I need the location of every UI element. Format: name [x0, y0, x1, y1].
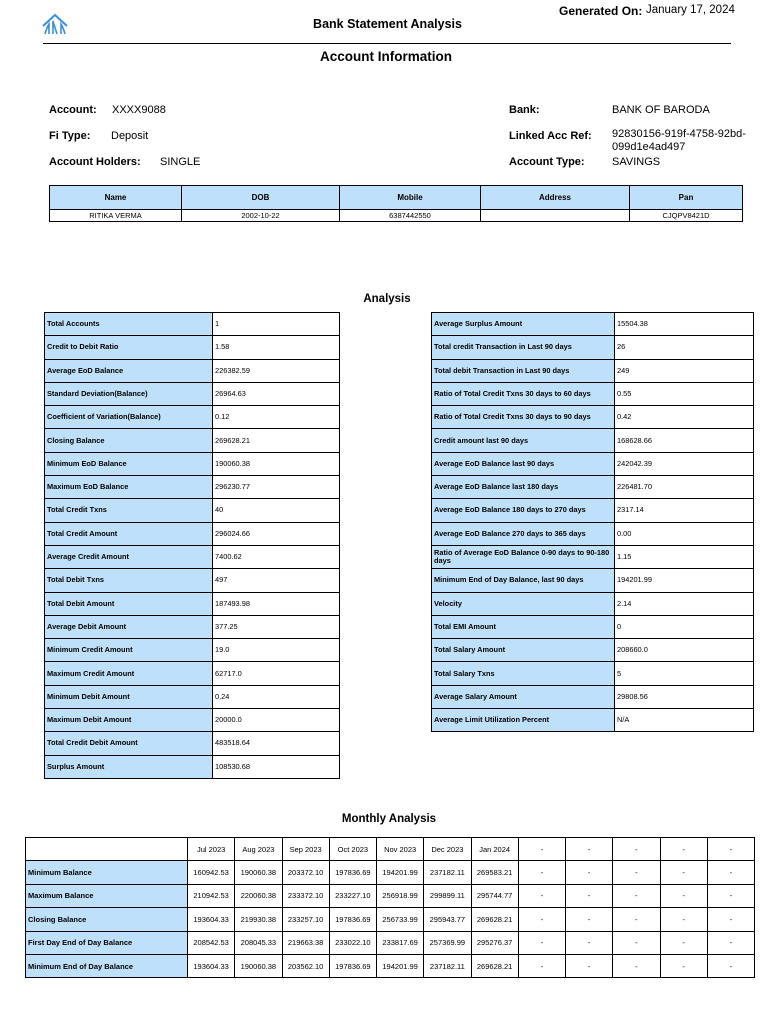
- account-holders-table: [49, 185, 743, 222]
- account-value: XXXX9088: [112, 104, 166, 116]
- metric-label: Ratio of Average EoD Balance 0-90 days to 90-180 days: [432, 545, 615, 568]
- account-holders-value: SINGLE: [160, 156, 201, 168]
- monthly-value: -: [707, 931, 754, 954]
- metric-value: N/A: [615, 709, 754, 732]
- monthly-value: -: [613, 954, 660, 977]
- monthly-value: -: [707, 861, 754, 884]
- account-type-value: SAVINGS: [612, 156, 661, 168]
- monthly-value: -: [518, 884, 565, 907]
- metric-label: Total EMI Amount: [432, 615, 615, 638]
- monthly-value: 233257.10: [282, 908, 329, 931]
- holder-name: RITIKA VERMA: [50, 210, 182, 222]
- monthly-value: 269628.21: [471, 954, 518, 977]
- linked-acc-ref-line-1: 92830156-919f-4758-92bd-: [612, 128, 746, 140]
- analysis-row: [45, 545, 340, 568]
- monthly-value: -: [518, 931, 565, 954]
- metric-value: 62717.0: [213, 662, 340, 685]
- metric-value: 249: [615, 359, 754, 382]
- page-title: Bank Statement Analysis: [313, 17, 462, 31]
- analysis-row: [432, 545, 754, 568]
- month-header: Dec 2023: [424, 838, 471, 861]
- analysis-row: [45, 499, 340, 522]
- metric-value: 0: [615, 615, 754, 638]
- monthly-value: 197836.69: [329, 861, 376, 884]
- metric-value: 377.25: [213, 615, 340, 638]
- analysis-row: [432, 662, 754, 685]
- linked-acc-ref-line-2: 099d1e4ad497: [612, 140, 686, 153]
- month-header: -: [613, 838, 660, 861]
- metric-value: 1.15: [615, 545, 754, 568]
- analysis-row: [432, 592, 754, 615]
- metric-label: Total Salary Amount: [432, 639, 615, 662]
- metric-value: 7400.62: [213, 545, 340, 568]
- monthly-value: -: [660, 931, 707, 954]
- analysis-row: [45, 382, 340, 405]
- analysis-right-table: [431, 312, 754, 732]
- monthly-value: 233372.10: [282, 884, 329, 907]
- analysis-row: [45, 476, 340, 499]
- metric-value: 0.00: [615, 522, 754, 545]
- monthly-value: -: [613, 908, 660, 931]
- metric-value: 194201.99: [615, 569, 754, 592]
- monthly-value: 210942.53: [188, 884, 235, 907]
- metric-value: 168628.66: [615, 429, 754, 452]
- analysis-row: [432, 476, 754, 499]
- metric-label: Average Limit Utilization Percent: [432, 709, 615, 732]
- month-header: Oct 2023: [329, 838, 376, 861]
- generated-on-label: Generated On:: [559, 4, 643, 18]
- analysis-row: [45, 615, 340, 638]
- monthly-value: -: [613, 884, 660, 907]
- monthly-value: -: [707, 908, 754, 931]
- monthly-value: 269628.21: [471, 908, 518, 931]
- metric-value: 20000.0: [213, 709, 340, 732]
- analysis-row: [45, 313, 340, 336]
- analysis-row: [432, 429, 754, 452]
- metric-value: 1: [213, 313, 340, 336]
- monthly-value: -: [518, 954, 565, 977]
- metric-label: Closing Balance: [45, 429, 213, 452]
- metric-label: Total Credit Txns: [45, 499, 213, 522]
- monthly-value: -: [566, 931, 613, 954]
- analysis-row: [432, 406, 754, 429]
- month-header: Jan 2024: [471, 838, 518, 861]
- metric-label: Surplus Amount: [45, 755, 213, 778]
- analysis-row: [432, 639, 754, 662]
- header-dob: DOB: [182, 186, 340, 210]
- metric-value: 108530.68: [213, 755, 340, 778]
- holder-mobile: 6387442550: [340, 210, 481, 222]
- monthly-value: -: [518, 908, 565, 931]
- row-label: Minimum End of Day Balance: [26, 954, 188, 977]
- metric-value: 29808.56: [615, 685, 754, 708]
- analysis-row: [432, 336, 754, 359]
- metric-label: Average EoD Balance 180 days to 270 days: [432, 499, 615, 522]
- monthly-value: 256918.99: [377, 884, 424, 907]
- metric-value: 226481.70: [615, 476, 754, 499]
- metric-value: 2317.14: [615, 499, 754, 522]
- table-row: [50, 210, 743, 222]
- monthly-value: 233817.69: [377, 931, 424, 954]
- monthly-value: 208045.33: [235, 931, 282, 954]
- monthly-value: 194201.99: [377, 954, 424, 977]
- metric-value: 296024.66: [213, 522, 340, 545]
- metric-label: Maximum EoD Balance: [45, 476, 213, 499]
- analysis-row: [45, 336, 340, 359]
- holders-header-row: [50, 186, 743, 210]
- monthly-header-row: [26, 838, 755, 861]
- analysis-row: [45, 732, 340, 755]
- monthly-value: -: [613, 931, 660, 954]
- metric-label: Total Debit Amount: [45, 592, 213, 615]
- bank-value: BANK OF BARODA: [612, 104, 710, 116]
- metric-value: 269628.21: [213, 429, 340, 452]
- fi-type-value: Deposit: [111, 130, 149, 142]
- metric-label: Total Salary Txns: [432, 662, 615, 685]
- metric-value: 26: [615, 336, 754, 359]
- metric-value: 208660.0: [615, 639, 754, 662]
- monthly-value: -: [566, 884, 613, 907]
- metric-value: 296230.77: [213, 476, 340, 499]
- generated-on-value: January 17, 2024: [646, 4, 735, 16]
- monthly-value: 219663.38: [282, 931, 329, 954]
- metric-value: 497: [213, 569, 340, 592]
- analysis-row: [432, 452, 754, 475]
- analysis-row: [45, 522, 340, 545]
- monthly-analysis-table: [25, 837, 755, 978]
- metric-label: Average EoD Balance: [45, 359, 213, 382]
- metric-value: 15504.38: [615, 313, 754, 336]
- monthly-value: 299899.11: [424, 884, 471, 907]
- metric-label: Velocity: [432, 592, 615, 615]
- metric-label: Average Salary Amount: [432, 685, 615, 708]
- header-divider: [43, 43, 731, 44]
- monthly-value: 237182.11: [424, 954, 471, 977]
- monthly-value: 203372.10: [282, 861, 329, 884]
- monthly-value: -: [707, 954, 754, 977]
- month-header: Aug 2023: [235, 838, 282, 861]
- metric-value: 0.55: [615, 382, 754, 405]
- analysis-row: [45, 639, 340, 662]
- month-header: -: [660, 838, 707, 861]
- monthly-value: -: [613, 861, 660, 884]
- metric-value: 5: [615, 662, 754, 685]
- metric-label: Maximum Credit Amount: [45, 662, 213, 685]
- monthly-value: -: [660, 884, 707, 907]
- monthly-value: 233227.10: [329, 884, 376, 907]
- monthly-value: 197836.69: [329, 908, 376, 931]
- metric-label: Average Debit Amount: [45, 615, 213, 638]
- metric-label: Credit to Debit Ratio: [45, 336, 213, 359]
- monthly-value: -: [566, 908, 613, 931]
- analysis-row: [45, 592, 340, 615]
- monthly-value: 269583.21: [471, 861, 518, 884]
- bank-label: Bank:: [509, 104, 540, 116]
- metric-label: Average EoD Balance last 90 days: [432, 452, 615, 475]
- analysis-row: [432, 709, 754, 732]
- monthly-value: -: [660, 861, 707, 884]
- table-row: [26, 931, 755, 954]
- monthly-value: 194201.99: [377, 861, 424, 884]
- monthly-value: 220060.38: [235, 884, 282, 907]
- month-header: -: [707, 838, 754, 861]
- metric-value: 242042.39: [615, 452, 754, 475]
- monthly-value: -: [660, 954, 707, 977]
- metric-label: Average EoD Balance 270 days to 365 days: [432, 522, 615, 545]
- table-row: [26, 884, 755, 907]
- metric-label: Total Accounts: [45, 313, 213, 336]
- metric-value: 1.58: [213, 336, 340, 359]
- analysis-row: [432, 382, 754, 405]
- fi-type-label: Fi Type:: [49, 130, 91, 142]
- header-name: Name: [50, 186, 182, 210]
- metric-value: 0.42: [615, 406, 754, 429]
- monthly-value: 193604.33: [188, 954, 235, 977]
- monthly-value: 219930.38: [235, 908, 282, 931]
- analysis-row: [432, 499, 754, 522]
- metric-label: Total Credit Amount: [45, 522, 213, 545]
- holder-pan: CJQPV8421D: [630, 210, 743, 222]
- linked-acc-ref-value: [612, 128, 746, 153]
- analysis-row: [45, 569, 340, 592]
- monthly-value: 295943.77: [424, 908, 471, 931]
- monthly-value: 208542.53: [188, 931, 235, 954]
- table-row: [26, 908, 755, 931]
- metric-label: Total credit Transaction in Last 90 days: [432, 336, 615, 359]
- metric-value: 0.24: [213, 685, 340, 708]
- analysis-row: [432, 522, 754, 545]
- table-row: [26, 861, 755, 884]
- analysis-row: [432, 359, 754, 382]
- monthly-value: -: [566, 861, 613, 884]
- monthly-value: 190060.38: [235, 861, 282, 884]
- metric-label: Minimum Debit Amount: [45, 685, 213, 708]
- account-type-label: Account Type:: [509, 156, 585, 168]
- monthly-value: 193604.33: [188, 908, 235, 931]
- monthly-value: -: [660, 908, 707, 931]
- metric-label: Credit amount last 90 days: [432, 429, 615, 452]
- metric-label: Ratio of Total Credit Txns 30 days to 90 days: [432, 406, 615, 429]
- monthly-value: 190060.38: [235, 954, 282, 977]
- monthly-value: 295276.37: [471, 931, 518, 954]
- header-pan: Pan: [630, 186, 743, 210]
- analysis-left-table: [44, 312, 340, 779]
- metric-value: 2.14: [615, 592, 754, 615]
- account-label: Account:: [49, 104, 97, 116]
- metric-label: Ratio of Total Credit Txns 30 days to 60 days: [432, 382, 615, 405]
- monthly-value: -: [518, 861, 565, 884]
- month-header: Nov 2023: [377, 838, 424, 861]
- metric-label: Minimum Credit Amount: [45, 639, 213, 662]
- metric-value: 26964.63: [213, 382, 340, 405]
- monthly-value: 256733.99: [377, 908, 424, 931]
- monthly-value: 237182.11: [424, 861, 471, 884]
- metric-label: Coefficient of Variation(Balance): [45, 406, 213, 429]
- analysis-row: [45, 406, 340, 429]
- metric-value: 483518.64: [213, 732, 340, 755]
- monthly-value: 203562.10: [282, 954, 329, 977]
- metric-label: Average EoD Balance last 180 days: [432, 476, 615, 499]
- holder-dob: 2002-10-22: [182, 210, 340, 222]
- monthly-value: 160942.53: [188, 861, 235, 884]
- row-label: Maximum Balance: [26, 884, 188, 907]
- month-header: Sep 2023: [282, 838, 329, 861]
- month-header: -: [518, 838, 565, 861]
- metric-value: 40: [213, 499, 340, 522]
- analysis-row: [432, 615, 754, 638]
- row-label: Closing Balance: [26, 908, 188, 931]
- analysis-title: Analysis: [363, 293, 411, 305]
- analysis-row: [45, 429, 340, 452]
- analysis-row: [45, 359, 340, 382]
- metric-label: Average Surplus Amount: [432, 313, 615, 336]
- metric-label: Maximum Debit Amount: [45, 709, 213, 732]
- monthly-analysis-title: Monthly Analysis: [341, 813, 437, 825]
- metric-value: 226382.59: [213, 359, 340, 382]
- header-address: Address: [481, 186, 630, 210]
- analysis-row: [45, 452, 340, 475]
- row-label: First Day End of Day Balance: [26, 931, 188, 954]
- metric-label: Average Credit Amount: [45, 545, 213, 568]
- row-label: Minimum Balance: [26, 861, 188, 884]
- monthly-value: 295744.77: [471, 884, 518, 907]
- month-header: -: [566, 838, 613, 861]
- table-row: [26, 954, 755, 977]
- analysis-row: [45, 755, 340, 778]
- holder-address: [481, 210, 630, 222]
- header-mobile: Mobile: [340, 186, 481, 210]
- monthly-value: -: [566, 954, 613, 977]
- metric-value: 190060.38: [213, 452, 340, 475]
- analysis-row: [432, 569, 754, 592]
- monthly-value: 233022.10: [329, 931, 376, 954]
- monthly-value: -: [707, 884, 754, 907]
- metric-label: Total Credit Debit Amount: [45, 732, 213, 755]
- corner-cell: [26, 838, 188, 861]
- metric-value: 0.12: [213, 406, 340, 429]
- metric-label: Total debit Transaction in Last 90 days: [432, 359, 615, 382]
- metric-label: Total Debit Txns: [45, 569, 213, 592]
- linked-acc-ref-label: Linked Acc Ref:: [509, 130, 592, 142]
- metric-value: 187493.98: [213, 592, 340, 615]
- metric-label: Minimum End of Day Balance, last 90 days: [432, 569, 615, 592]
- monthly-value: 257369.99: [424, 931, 471, 954]
- account-holders-label: Account Holders:: [49, 156, 141, 168]
- analysis-row: [45, 709, 340, 732]
- metric-value: 19.0: [213, 639, 340, 662]
- metric-label: Standard Deviation(Balance): [45, 382, 213, 405]
- metric-label: Minimum EoD Balance: [45, 452, 213, 475]
- analysis-row: [432, 685, 754, 708]
- monthly-value: 197836.69: [329, 954, 376, 977]
- analysis-row: [45, 685, 340, 708]
- analysis-row: [432, 313, 754, 336]
- account-information-title: Account Information: [320, 49, 452, 64]
- analysis-row: [45, 662, 340, 685]
- month-header: Jul 2023: [188, 838, 235, 861]
